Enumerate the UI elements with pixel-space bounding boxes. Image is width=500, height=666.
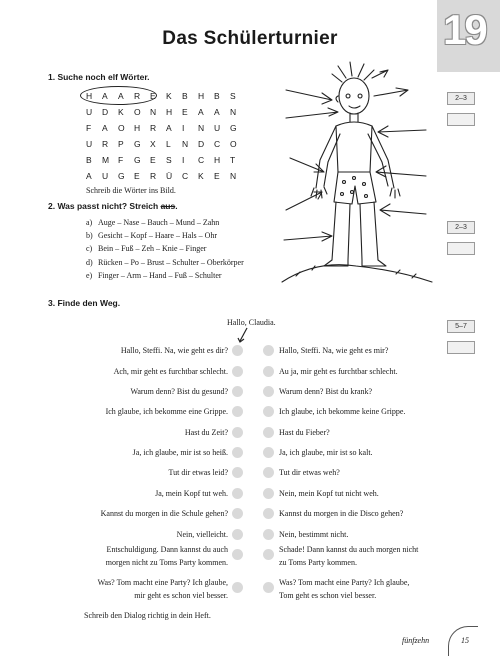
dialog-left-line — [60, 543, 228, 569]
page-title: Das Schülerturnier — [162, 28, 338, 49]
grid-letter: A — [86, 171, 92, 181]
grid-letter: E — [134, 171, 140, 181]
dialog-left-dot[interactable] — [232, 386, 243, 397]
grid-letter: O — [134, 107, 141, 117]
dialog-right-line: Kannst du morgen in die Disco gehen? — [279, 509, 404, 518]
grid-letter: S — [166, 155, 172, 165]
dialog-right-line: Ich glaube, ich bekomme keine Grippe. — [279, 407, 406, 416]
grid-letter: M — [102, 155, 110, 165]
dialog-right-line: Nein, mein Kopf tut nicht weh. — [279, 489, 379, 498]
exercise-3-badge: 5–7 — [447, 320, 475, 333]
dialog-left-text: Entschuldigung. Dann kannst du auch — [106, 545, 228, 554]
list-item — [86, 218, 244, 231]
dialog-right-line — [279, 576, 454, 602]
word-circle — [80, 86, 157, 105]
exercise-3-final-instruction: Schreib den Dialog richtig in dein Heft. — [84, 611, 211, 620]
dialog-right-dot[interactable] — [263, 529, 274, 540]
grid-letter: D — [198, 139, 205, 149]
dialog-left-line: Ich glaube, ich bekomme eine Grippe. — [105, 407, 228, 416]
dialog-right-line: Hast du Fieber? — [279, 428, 330, 437]
exercise-2-list — [86, 218, 244, 284]
grid-letter: K — [118, 107, 124, 117]
grid-letter: K — [166, 91, 172, 101]
list-item — [86, 231, 244, 244]
exercise-3-heading: 3. Finde den Weg. — [48, 298, 121, 308]
grid-letter: C — [182, 171, 189, 181]
dialog-right-dot[interactable] — [263, 427, 274, 438]
exercise-2-heading — [48, 201, 178, 211]
grid-letter: N — [230, 107, 237, 117]
grid-letter: E — [150, 91, 156, 101]
dialog-start: Hallo, Claudia. — [227, 318, 276, 327]
grid-letter: H — [134, 123, 141, 133]
dialog-right-dot[interactable] — [263, 386, 274, 397]
grid-letter: H — [166, 107, 173, 117]
dialog-left-line: Ja, mein Kopf tut weh. — [155, 489, 228, 498]
dialog-left-line — [60, 576, 228, 602]
grid-letter: U — [86, 139, 93, 149]
grid-letter: E — [214, 171, 220, 181]
grid-letter: X — [150, 139, 156, 149]
grid-letter: R — [134, 91, 141, 101]
dialog-left-dot[interactable] — [232, 447, 243, 458]
dialog-right-dot[interactable] — [263, 447, 274, 458]
grid-row — [86, 120, 246, 136]
list-item-text: Auge – Nase – Bauch – Mund – Zahn — [98, 218, 220, 227]
list-item-letter: c) — [86, 244, 93, 254]
grid-letter: C — [198, 155, 205, 165]
dialog-left-text: Was? Tom macht eine Party? Ich glaube, — [97, 578, 228, 587]
dialog-right-text: Tom geht es schon viel besser. — [279, 591, 377, 600]
list-item-letter: a) — [86, 218, 93, 227]
grid-letter: N — [198, 123, 205, 133]
dialog-right-line — [279, 543, 454, 569]
start-arrow — [236, 327, 250, 345]
grid-row — [86, 136, 246, 152]
grid-letter: G — [134, 139, 141, 149]
grid-letter: R — [102, 139, 109, 149]
grid-letter: B — [182, 91, 188, 101]
exercise-1-score-box — [447, 113, 475, 126]
list-item-text: Rücken – Po – Brust – Schulter – Oberkörper — [98, 257, 244, 267]
list-item-text: Bein – Fuß – Zeh – Knie – Finger — [98, 244, 207, 254]
grid-letter: I — [182, 123, 185, 133]
grid-letter: H — [86, 91, 93, 101]
dialog-left-line: Ach, mir geht es furchtbar schlecht. — [113, 367, 228, 376]
dialog-right-dot[interactable] — [263, 467, 274, 478]
dialog-left-line: Hallo, Steffi. Na, wie geht es dir? — [120, 346, 228, 355]
grid-letter: N — [230, 171, 237, 181]
dialog-left-dot[interactable] — [232, 508, 243, 519]
grid-letter: U — [86, 107, 93, 117]
grid-letter: I — [182, 155, 185, 165]
exercise-2-badge: 2–3 — [447, 221, 475, 234]
grid-letter: N — [182, 139, 189, 149]
grid-letter: D — [102, 107, 109, 117]
grid-letter: A — [166, 123, 172, 133]
unit-number: 19 — [443, 6, 486, 53]
grid-letter: N — [150, 107, 157, 117]
grid-row — [86, 152, 246, 168]
exercise-1-heading: 1. Suche noch elf Wörter. — [48, 72, 150, 82]
dialog-left-dot[interactable] — [232, 529, 243, 540]
grid-letter: H — [198, 91, 205, 101]
dialog-left-text: mir geht es schon viel besser. — [134, 591, 228, 600]
grid-letter: G — [134, 155, 141, 165]
dialog-right-dot[interactable] — [263, 366, 274, 377]
list-item — [86, 244, 244, 257]
dialog-left-line: Ja, ich glaube, mir ist so heiß. — [132, 448, 228, 457]
dialog-right-dot[interactable] — [263, 582, 274, 593]
dialog-right-dot[interactable] — [263, 406, 274, 417]
list-item — [86, 258, 244, 271]
grid-letter: A — [102, 91, 108, 101]
grid-row — [86, 104, 246, 120]
dialog-right-dot[interactable] — [263, 508, 274, 519]
dialog-left-text: morgen nicht zu Toms Party kommen. — [105, 558, 228, 567]
grid-letter: O — [118, 123, 125, 133]
exercise-2-score-box — [447, 242, 475, 255]
grid-letter: A — [214, 107, 220, 117]
exercise-1-badge: 2–3 — [447, 92, 475, 105]
dialog-left-dot[interactable] — [232, 427, 243, 438]
exercise-2-struck-word: aus — [160, 201, 176, 211]
dialog-right-text: Schade! Dann kannst du auch morgen nicht — [279, 545, 419, 554]
exercise-2-heading-text: 2. Was passt nicht? Streich — [48, 201, 161, 211]
grid-letter: T — [230, 155, 236, 165]
dialog-right-line: Hallo, Steffi. Na, wie geht es mir? — [279, 346, 389, 355]
dialog-right-line: Warum denn? Bist du krank? — [279, 387, 373, 396]
grid-letter: B — [86, 155, 92, 165]
list-item-letter: b) — [86, 231, 93, 241]
dialog-left-line: Tut dir etwas leid? — [168, 468, 228, 477]
dialog-right-line: Tut dir etwas weh? — [279, 468, 340, 477]
list-item-letter: e) — [86, 270, 93, 280]
grid-letter: F — [118, 155, 124, 165]
dialog-left-line: Warum denn? Bist du gesund? — [130, 387, 228, 396]
grid-row — [86, 168, 246, 184]
dialog-left-dot[interactable] — [232, 366, 243, 377]
list-item-letter: d) — [86, 257, 93, 267]
dialog-left-dot[interactable] — [232, 406, 243, 417]
grid-letter: L — [166, 139, 171, 149]
grid-letter: G — [230, 123, 237, 133]
grid-letter: H — [214, 155, 221, 165]
dialog-left-line: Nein, vielleicht. — [176, 530, 228, 539]
dialog-left-line: Kannst du morgen in die Schule gehen? — [100, 509, 228, 518]
dialog-left-dot[interactable] — [232, 467, 243, 478]
grid-letter: O — [230, 139, 237, 149]
grid-letter: E — [150, 155, 156, 165]
grid-letter: E — [182, 107, 188, 117]
exercise-2-heading-end: . — [175, 201, 178, 211]
dialog-right-dot[interactable] — [263, 549, 274, 560]
grid-letter: G — [118, 171, 125, 181]
dialog-right-dot[interactable] — [263, 488, 274, 499]
grid-letter: U — [102, 171, 109, 181]
exercise-1-instruction: Schreib die Wörter ins Bild. — [86, 186, 176, 195]
dialog-right-dot[interactable] — [263, 345, 274, 356]
dialog-right-line: Au ja, mir geht es furchtbar schlecht. — [279, 367, 398, 376]
grid-letter: R — [150, 123, 157, 133]
dialog-left-dot[interactable] — [232, 345, 243, 356]
dialog-left-dot[interactable] — [232, 582, 243, 593]
grid-letter: F — [86, 123, 92, 133]
grid-letter: S — [230, 91, 236, 101]
grid-letter: P — [118, 139, 124, 149]
grid-letter: K — [198, 171, 204, 181]
dialog-right-line: Ja, ich glaube, mir ist so kalt. — [279, 448, 373, 457]
grid-letter: R — [150, 171, 157, 181]
grid-letter: A — [102, 123, 108, 133]
word-search-grid — [86, 88, 246, 184]
grid-letter: U — [214, 123, 221, 133]
dialog-right-text: zu Toms Party kommen. — [279, 558, 357, 567]
boy-figure — [276, 60, 436, 285]
page-number: 15 — [461, 636, 469, 645]
grid-letter: Ü — [166, 171, 173, 181]
list-item-text: Gesicht – Kopf – Haare – Hals – Ohr — [98, 231, 218, 241]
list-item — [86, 271, 244, 284]
dialog-left-line: Hast du Zeit? — [184, 428, 228, 437]
dialog-left-dot[interactable] — [232, 549, 243, 560]
list-item-text: Finger – Arm – Hand – Fuß – Schulter — [98, 270, 222, 280]
dialog-left-dot[interactable] — [232, 488, 243, 499]
dialog-right-line: Nein, bestimmt nicht. — [279, 530, 349, 539]
grid-letter: A — [198, 107, 204, 117]
dialog-right-text: Was? Tom macht eine Party? Ich glaube, — [279, 578, 410, 587]
page-word: fünfzehn — [402, 636, 430, 645]
grid-letter: A — [118, 91, 124, 101]
grid-letter: B — [214, 91, 220, 101]
grid-letter: C — [214, 139, 221, 149]
